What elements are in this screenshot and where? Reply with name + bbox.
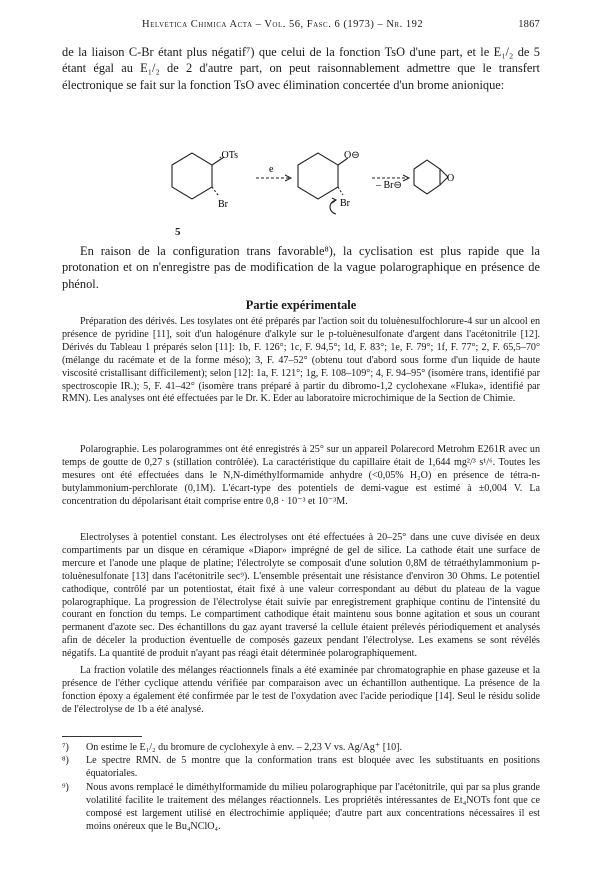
paragraph-cyclisation: En raison de la configuration trans favorable⁸), la cyclisation est plus rapide que la protonation et on n'enregistre pas de modification de la vague polarographique en présence de phénol. (62, 244, 540, 291)
footnote-text: Le spectre RMN. de 5 montre que la conformation trans est bloquée avec les substituants en positions équatoriales. (86, 755, 540, 779)
running-head: Helvetica Chimica Acta – Vol. 56, Fasc. 6 (1973) – Nr. 192 (142, 19, 424, 30)
epoxide-oxygen-label: O (447, 173, 455, 184)
footnote-marker: ⁷) (62, 742, 69, 753)
reaction-scheme (160, 140, 460, 232)
br-label-1: Br (218, 199, 228, 210)
intro-paragraph: de la liaison C-Br étant plus négatif⁷) que celui de la fonction TsO d'une part, et le E₁/₂ de 5 étant égal au E₁/₂ de 2 d'autre part, on peut raisonnablement admettre que le transfert électronique se fait sur la fonction TsO avec élimination concertée d'un brome anionique: (62, 45, 540, 92)
footnote-7 (62, 742, 540, 755)
preparation-paragraph: Préparation des dérivés. Les tosylates ont été préparés par l'action soit du toluènesulfochlorure-4 sur un alcool en présence de pyridine [11], soit d'un halogénure d'alkyle sur le p-toluènesulfonate d'argent dans l'acétonitrile [12]. Dérivés du Tableau 1 préparés selon [11]: 1b, F. 126°; 1c, F. 94,5°; 1d, F. 83°; 1e, F. 79°; 1f, F. 77°; 2, F. 65,5–70° (mélange du racémate et de la forme méso); 3, F. 47–52° (obtenu tout d'abord sous forme d'un liquide de haute viscosité cristallisant difficilement); selon [12]: 1a, F. 121°; 1g, F. 108–109°; 4, F. 94–95° (isomère trans, identifié par spectroscopie IR.); 5, F. 41–42° (isomère trans préparé à partir du dibromo-1,2 cyclohexane «Fluka», identifié par RMN). Les analyses ont été effectuées par le Dr. K. Eder au laboratoire microchimique de la Section de Chimie. (62, 316, 540, 405)
footnote-marker: ⁸) (62, 755, 69, 766)
arrow-1 (256, 175, 291, 181)
footnote-text: Nous avons remplacé le diméthylformamide du milieu polarographique par l'acétonitrile, qui par sa plus grande volatilité facilite le traitement des mélanges réactionnels. Les propriétés intéressantes de Et₄NOTs font que ce composé est largement utilisé en électrochimie appliquée; d'autre part aux concentrations nécessaires il est moins onéreux que le Bu₄NClO₄. (86, 782, 540, 832)
polarography-paragraph: Polarographie. Les polarogrammes ont été enregistrés à 25° sur un appareil Polarecord Metrohm E261R avec un temps de goutte de 0,27 s (stillation contrôlée). La caractéristique du capillaire était de 1,644 mg²/³ s¹/⁶. Toutes les mesures ont été effectuées dans le N,N-diméthylformamide anhydre (<0,05% H₂O) en présence de tétra-n-butylammonium-perchlorate (0,1M). L'écart-type des potentiels de demi-vague est estimé à ±0,004 V. La concentration du dépolarisant était comprise entre 0,8 · 10⁻³ et 10⁻³M. (62, 444, 540, 507)
compound-number-5: 5 (175, 226, 181, 238)
cyclohexane-ring-1 (172, 153, 224, 199)
footnote-9 (62, 782, 540, 834)
ots-label: .OTs (219, 150, 239, 161)
page-header (62, 19, 540, 35)
volatile-fraction-paragraph: La fraction volatile des mélanges réactionnels finals a été examinée par chromatographie en phase gazeuse et la présence de l'éther cyclique attendu vérifiée par comparaison avec un échantillon authentique. La présence de la fonction époxy a également été confirmée par le test de l'oxydation avec l'acide periodique [14]. Seul le résidu solide de l'électrolyse de 1b a été analysé. (62, 665, 540, 715)
section-heading: Partie expérimentale (245, 298, 357, 312)
page-number: 1867 (518, 19, 540, 30)
footnote-rule (62, 736, 142, 737)
bromide-loss-label: – Br⊖ (376, 180, 402, 191)
electron-label: e (269, 164, 274, 175)
epoxide-product (414, 160, 448, 194)
br-label-2: Br (340, 198, 350, 209)
electrolysis-paragraph: Electrolyses à potentiel constant. Les électrolyses ont été effectuées à 20–25° dans une cuve divisée en deux compartiments par un disque en céramique «Diapor» imprégné de gel de silice. La cathode était une surface de mercure et l'anode une plaque de platine; l'électrolyte se composait d'une solution 0,8M de tétraéthylammonium p-toluènesulfonate [13] dans l'acétonitrile sec⁹). L'ensemble présentait une résistance d'environ 30 Ohms. Le potentiel cathodique, contrôlé par un potentiostat, était fixé à une valeur correspondant au début du plateau de la vague polarographique. La progression de l'électrolyse était suivie par enregistrement graphique continu de l'intensité du courant en fonction du temps. Le compartiment cathodique était maintenu sous bonne agitation et sous un courant permanent d'azote sec. Des échantillons du gaz ayant traversé la cellule étaient prélevés périodiquement et analysés afin de déceler la production éventuelle de composés gazeux pendant l'électrolyse. Les examens se sont révélés négatifs. La quantité de produit n'ayant pas réagi était déterminée polarographiquement. (62, 532, 540, 660)
footnote-8 (62, 755, 540, 781)
footnote-marker: ⁹) (62, 782, 69, 793)
footnote-text: On estime le E₁/₂ du bromure de cyclohexyle à env. – 2,23 V vs. Ag/Ag⁺ [10]. (86, 742, 403, 753)
alkoxide-label: O⊖ (344, 150, 360, 161)
